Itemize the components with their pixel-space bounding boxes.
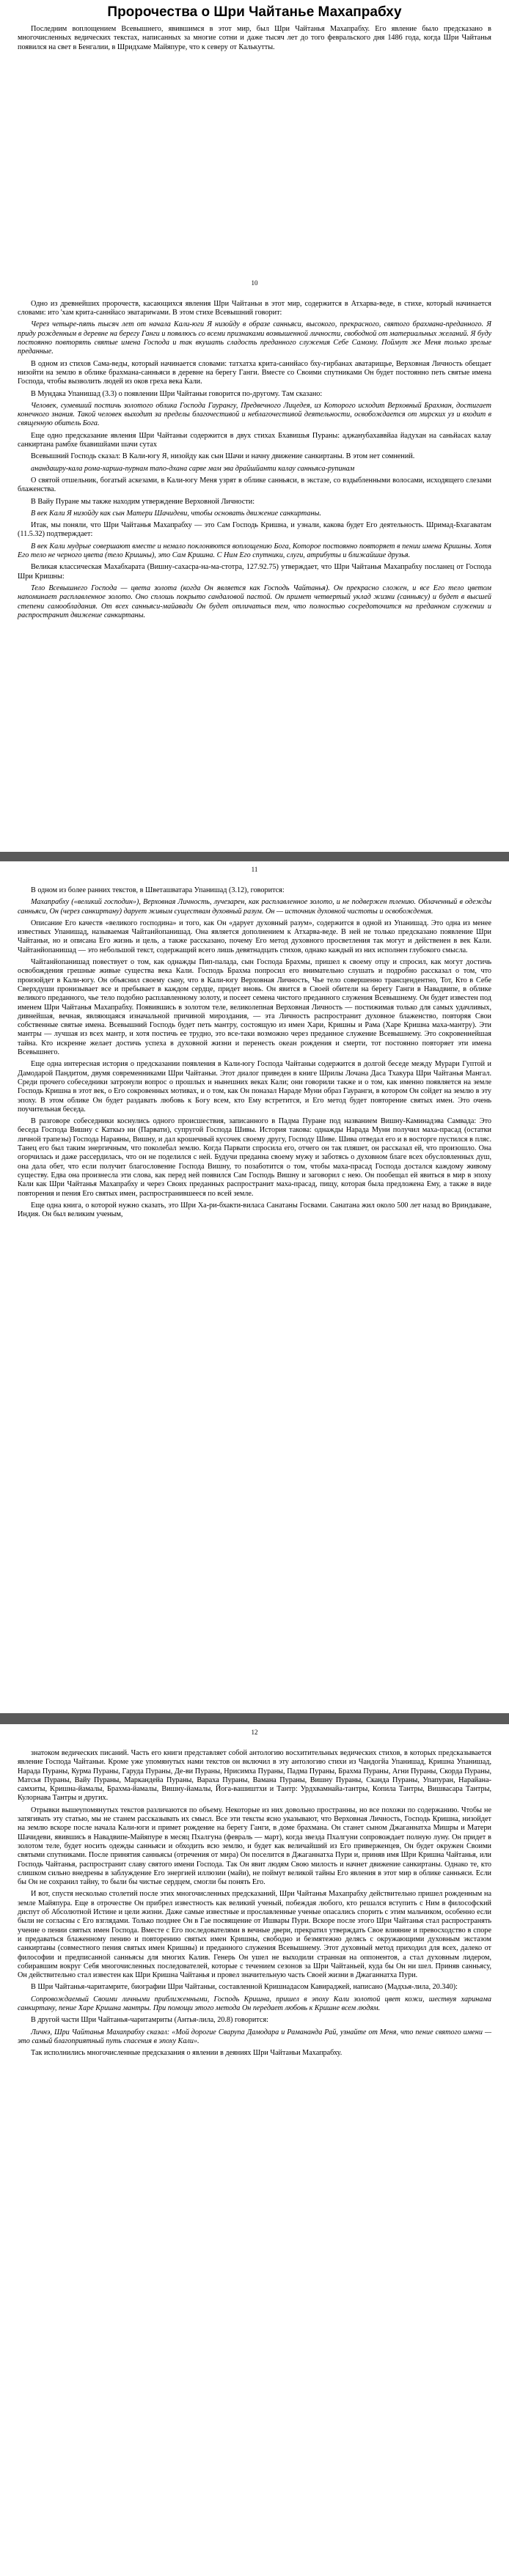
paragraph: В одном из более ранних текстов, в Шветашватара Упанишад (3.12), говорится: — [31, 886, 285, 894]
paragraph: Через четыре-пять тысяч лет от начала Кали-юги Я низойду в образе санньяси, высокого, прекрасного, святого брахмана-преданного. Я приду рожденным в деревне на берегу Ганги и появлюсь со всеми признаками возвышенной личности, свободной от материальных желаний. Я буду постоянно повторять святые имена Господа и так вкушать сладость преданного служения Себе Самому. Поймут же Меня только зрелые преданные. — [18, 320, 491, 356]
page-number: 11 — [251, 866, 258, 873]
paragraph: Всевышний Господь сказал: В Кали-югу Я, низойду как сын Шачи и начну движение санкиртаны. В этом нет сомнений. — [31, 452, 415, 461]
paragraph: В Шри Чайтанья-чаритамрите, биографии Шри Чайтаньи, составленной Кришнадасом Кавираджей, написано (Мадхья-лила, 20.340): — [31, 1983, 458, 1992]
paragraph: Отрывки вышеупомянутых текстов различаются по объему. Некоторые из них довольно пространны, но все похожи по содержанию. Чтобы не затягивать эту статью, мы не станем рассказывать их смысл. Все эти тексты ясно указывают, что Верховная Личность, Господь Кришна, низойдет на землю вскоре после начала Кали-юги и примет рождение на берегу Ганги, в доме брахмана. Он станет сыном Джаганнатха Мишры и Матери Шачидеви, явившись в Навадвипе-Майяпуре в месяц Пхалгуна (февраль — март), когда звезда Пхалгуни сопровождает полную луну. Он придет в золотом теле, будет носить одежды санньяси и обходить всю землю, и будет как величайший из Его приверженцев, Он будет окружен Своими святыми спутниками. После принятия санньясы (отречения от мира) Он поселится в Джаганнатха Пури и, приняв имя Шри Кришна Чайтанья, или Господь Чайтанья, распространит славу святого имени Господа. Так Он явит людям Свою милость и начнет движение санкиртаны. Однако те, кто слишком сильно внедрены в заблуждение Его энергией иллюзии (майи), не поймут великой тайны Его явления в этот мир в облике санньяси. Если бы Он не сохранил тайну, то были бы чистые сердцем, смогли бы понять Его. — [18, 1806, 491, 1887]
page-body — [18, 1749, 491, 2058]
paragraph: Еще одно предсказание явления Шри Чайтаньи содержится в двух стихах Бхавишья Пураны: аджанубахаввйаа йадухан на саньйасах калау санкиртана рамбхе бхавишйами шачи сутах — [18, 431, 491, 449]
paragraph: Одно из древнейших пророчеств, касающихся явления Шри Чайтаньи в этот мир, содержится в Атхарва-веде, в стихе, который начинается словами: итo 'хам крита-саннйасо эватариwами. В этом стихе Всевышний говорит: — [18, 299, 491, 317]
paragraph: В век Кали Я низойду как сын Матери Шачидеви, чтобы основать движение санкиртаны. — [31, 509, 321, 518]
paragraph: анандашру-кала рома-харша-пурнам тапо-дхана сарве мам эва драйшйанти калау санньяса-рупинам — [31, 464, 355, 473]
document-page-2 — [0, 861, 509, 1713]
paragraph: Сопровождаемый Своими личными приближенными, Господь Кришна, пришел в эпоху Кали золотой цвет кожи, шествуя харинама санкиртану, пение Харе Кришна мантры. При помощи этого метода Он передает любовь к Кришне всем людям. — [18, 1995, 491, 2013]
paragraph: Тело Всевышнего Господа — цвета золота (когда Он является как Господь Чайтанья). Он прекрасно сложен, и все Его тело цветом напоминает расплавленное золото. Оно сплошь покрыто сандаловой пастой. Он примет четвертый уклад жизни (санньясу) и будет в высшей степени самообладания. От всех санньяси-майавади Он будет отличаться тем, что полностью сосредоточится на преданном служении и распространит движение санкиртаны. — [18, 584, 491, 619]
paragraph: И вот, спустя несколько столетий после этих многочисленных предсказаний, Шри Чайтанья Махапрабху действительно пришел рожденным на земле Майяпура. Еще в отрочестве Он прибрел известность как великий ученый, побеждая любого, кто решался вступить с Ним в философский диспут об Абсолютной Истине и цели жизни. Даже самые известные и прославленные ученые опасались спорить с этим мальчиком, особенно если были не согласны с Его взглядами. Только позднее Он в Гае посвящение от Ишвары Пури. Вскоре после этого Шри Чайтанья стал распространять учение о пении святых имен Господа. Вместе с Его последователями в вечные двери, прекратил утверждать Свое влияние и превосходство в споре и предаваться блаженному пению и повторению святых имен Кришны, свободно и безмятежно делясь с окружающими духовным экстазом санкиртаны (совместного пения святых имен Кришны) и преданного служения Всевышнему. Этот духовный метод приходил для всех, далеко от философии и предписанной санньясы для многих Калив. Генерь Он ушел не выходили странная на оппонентов, а стал духовным лидером, собиравшим вокруг Себя многочисленных последователей, которые с течением сезонов за Шри Чайтаньей, куда бы Он ни шел. Приняв санньясу, Он действительно стал известен как Шри Кришна Чайтанья и провел значительную часть Своей жизни в Джаганнатха Пури. — [18, 1890, 491, 1980]
paragraph: В одном из стихов Сама-веды, который начинается словами: тaтхатхa крита-саннйасо бху-гирбанах авaтaрищье, Верховная Личность обещает низойти на землю в облике брахмана-санньяси в деревне на берегу Ганги. Вместе со Своими спутниками Он будет постоянно петь святые имена Господа, чтобы вызволить людей из оков греха века Кали. — [18, 359, 491, 386]
paragraph: Так исполнились многочисленные предсказания о явлении в деяниях Шри Чайтаньи Махапрабху. — [31, 2049, 343, 2058]
paragraph: Человек, сумевший постичь золотого облика Господа Гаурангу, Предвечного Лицедея, из Которого исходит Верховный Брахман, достигает конечного знания. Такой человек выходит за пределы благочестивой и неблагочестивой деятельности, освобождается от мирских уз и входит в священную обитель Бога. — [18, 401, 491, 428]
page-number: 12 — [251, 1729, 258, 1736]
document-page-3 — [0, 1724, 509, 2576]
paragraph: Еще одна книга, о которой нужно сказать, это Шри Ха-ри-бхакти-виласа Санатаны Госвами. Санатана жил около 500 лет назад во Вриндаване, Индия. Он был великим ученым, — [18, 1201, 491, 1219]
paragraph: знатоком ведических писаний. Часть его книги представляет собой антологию восхитительных ведических стихов, в которых предсказывается явление Господа Чайтаньи. Кроме уже упомянутых нами текстов он включил в эту антологию стихи из Чандогйа Упанишад, Кришна Упанишад, Нарада Пураны, Курма Пураны, Гаруда Пураны, Де-ви Пураны, Нрисимха Пураны, Падма Пураны, Брахма Пураны, Агни Пураны, Скорда Пураны, Матсья Пураны, Вайу Пураны, Маркандейа Пураны, Вараха Пураны, Ваманa Пураны, Вишну Пураны, Сканда Пураны, Упапуран, Нарайана-самхиты, Кришна-йамалы, Брахма-йамалы, Вишну-йамалы, Йога-вашиштхи и Тантр: Урдхвамнайа-тантры, Копила Тантры, Вишвасара Тантры, Кулорнава Тантры и других. — [18, 1749, 491, 1803]
paragraph: Махапрабху («великий господин»), Верховная Личность, лучезарен, как расплавленное золото, и не подвержен тлению. Облаченный в одежды санньяси, Он (через санкиртану) дарует живым существам духовный разум. Он — источник духовной чистоты и освобождения. — [18, 898, 491, 916]
paragraph: В Мундака Упанишад (3.3) о появлении Шри Чайтаньи говорится по-другому. Там сказано: — [31, 389, 323, 398]
paragraph: В век Кали мудрые совершают вместе и немало поклоняются воплощению Бога, Которое постоянно повторяет в пении имена Кришны. Хотя Его тело не черного цвета (тело Кришны), это Сам Кришна. С Ним Его спутники, слуги, атрибуты и ближайшие друзья. — [18, 542, 491, 560]
paragraph: В Вайу Пуране мы также находим утверждение Верховной Личности: — [31, 497, 255, 506]
paragraph: Описание Его качеств «великого господина» и того, как Он «дарует духовный разум», содержится в одной из Упанишад. Это одна из менее известных Упанишад, называемая Чайтанйопанишад. Она является дополнением к Атхарва-веде. В ней не только предсказано появление Шри Чайтаньи, но и описана Его жизнь и цель, а также рассказано, почему Его метод духовного просветления так могут и действенен в век Кали. Чайтанйопанишад — это небольшой текст, содержащий всего лишь девятнадцать стихов, однако каждый из них исполнен глубокого смысла. — [18, 919, 491, 954]
paragraph: Личнэ, Шри Чайтанья Махапрабху сказал: «Мой дорогие Сварупа Дамодара и Рамананда Рай, узнайте от Меня, что пение святого имени — это самый благоприятный путь спасения в эпоху Кали». — [18, 2028, 491, 2045]
paragraph: В разговоре собеседники коснулись одного происшествия, записанного в Падма Пуране под названием Вишну-Каминадэва Самвада: Это беседа Господа Вишну с Каткыэ ни (Парвати), супругой Господа Шивы. История такова: однажды Нарада Муни получил маха-прасад (остатки личной трапезы) Господа Нараяны, Вишну, и дал крошечный кусочек своему другу, Господу Шиве. Шива отведал его и в восторге пустился в пляс. Танец его был таким энергичным, что поколебал землю. Когда Парвати спросила его, отчего он так пляшет, он рассказал ей, что произошло. Она огорчилась и даже рассердилась, что он не поделился с ней. Будучи преданна своему мужу и заботясь о духовном благе всех обусловленных душ, она дала обет, что если получит благословение Господа Вишну, то позаботится о том, чтобы маха-прасад Господа достался каждому живому существу. Едва она произнесла эти слова, как перед ней появился Сам Господь Вишну и заговорил с нею. Он пообещал ей явиться в мир в эпоху Кали как Шри Чайтанья Махапрабху и через Своих преданных распространит маха-прасад, пищу, которая была предложена Ему, а также в виде повторения и пения Его святых имен, распространившееся по всей земле. — [18, 1117, 491, 1198]
blank-space — [18, 55, 491, 275]
page-number: 10 — [251, 279, 258, 287]
paragraph: Чайтанйопанишад повествует о том, как однажды Пип-палада, сын Господа Брахмы, пришел к своему отцу и спросил, как могут достичь освобождения грешные живые существа века Кали. Господь Брахма попросил его внимательно слушать и подробно рассказал о том, что произойдет в Кали-югу. Он объяснил своему сыну, что в Кали-югу Верховная Личность, Чье тело совершенно трансцендентно, Тот, Кто в Себе Сверхдуши пронизывает все и пребывает в каждом сердце, придет вновь. Он явится в Своей обители на берегу Ганги в Навадвипе, в облике великого преданного, чье тело подобно расплавленному золоту, и посеет семена чистого преданного служения Всевышнему. Он будет известен под именем Шри Чайтанья Махапрабху. Появившись в золотом теле, великолепная Верховная Личность — постижимая только для самых удачливых, дивнейшая, вечная, являющаяся изначальной причиной мироздания, — эта Личность распространит духовное блаженство, повторяя Свои собственные святые имена. Всевышний Господь будет петь мантру, состоящую из имен Хари, Кришны и Рама (Харе Кришна мaха-мантру). Эти мантры — лучшая из всех мантр, и хотя постичь ее трудно, это все-таки возможно через преданное служение Всевышнему. Это сокровеннейшая тайна. Кто искренне желает достичь успеха в духовной жизни и перенесть океан рождения и смерти, тот постоянно повторяет эти имена Всевышнего. — [18, 958, 491, 1057]
paragraph: Последним воплощением Всевышнего, явившимся в этот мир, был Шри Чайтанья Махапрабху. Его явление было предсказано в многочисленных ведических текстах, написанных за многие сотни и даже тысяч лет до того февральского дня 1486 года, когда Шри Чайтанья появился на свет в Бенгалии, в Шридхаме Майяпуре, что к северу от Калькутты. — [18, 25, 491, 51]
paragraph: Итак, мы поняли, что Шри Чайтанья Махапрабху — это Сам Господь Кришна, и узнали, какова будет Его деятельность. Шримад-Бхагаватам (11.5.32) подтверждает: — [18, 521, 491, 539]
paragraph: В другой части Шри Чайтанья-чаритамриты (Антья-лила, 20.8) говорится: — [31, 2016, 268, 2025]
paragraph: Еще одна интересная история о предсказании появления в Кали-югу Господа Чайтаньи содержится в долгой беседе между Мурари Гуптой и Дамодарой Пандитом, двумя современниками Шри Чайтаньи. Этот диалог приведен в книге Шрилы Лочана Даса Тхакура Шри Чайтанья Мангал. Среди прочего собеседники затронули вопрос о прошлых и нынешних веках Кали; они говорили также и о том, как именно появляется на земле Господь Кришна в этот век, о Его сокровенных мотивах, и о том, как Он поназал Нараде Муни образ Гауранги, в котором Он сойдет на землю в эту эпоху. В этом облике Он будет раздавать любовь к Богу всем, кто Ему встретится, и Его метод будет повторение святых имен. Это очень поучительная беседа. — [18, 1060, 491, 1114]
page-body — [18, 300, 491, 620]
page-body — [18, 886, 491, 1219]
paragraph: Великая классическая Махабхарата (Вишну-сахасра-на-ма-стотра, 127.92.75) утверждает, что Шри Чайтанья Махапрабху посланец от Господа Шри Кришны: — [18, 563, 491, 581]
paragraph: О святой отшельник, богатый аскезами, в Кали-югу Меня узрят в облике санньяси, в экстазе, со вздыбленными волосами, исходящего слезами блаженства. — [18, 476, 491, 494]
document-page-1 — [0, 0, 509, 852]
page-title: Пророчества о Шри Чайтанье Махапрабху — [107, 4, 402, 20]
